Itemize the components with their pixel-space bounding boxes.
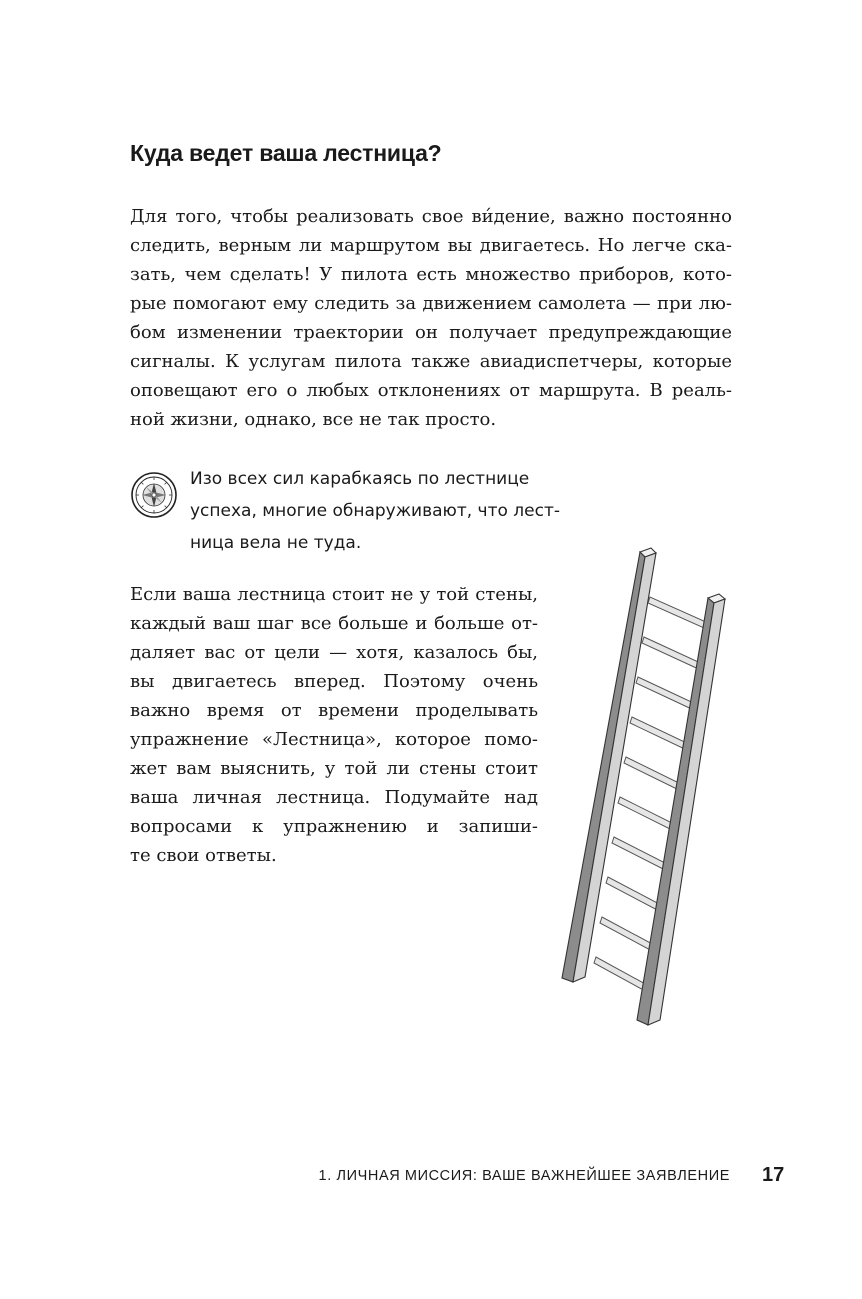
paragraph-line: даляет вас от цели — хотя, казалось бы, [130, 642, 538, 663]
paragraph-line: вы двигаетесь вперед. Поэтому очень [130, 671, 538, 692]
paragraph-line: упражнение «Лестница», которое помо- [130, 729, 538, 750]
paragraph-line: рые помогают ему следить за движением самолета — при лю- [130, 293, 732, 314]
paragraph-line: вопросами к упражнению и запиши- [130, 816, 538, 837]
paragraph-1 [130, 202, 732, 434]
paragraph-line: те свои ответы. [130, 845, 277, 866]
callout-line: успеха, многие обнаруживают, что лест- [190, 501, 560, 521]
section-heading: Куда ведет ваша лестница? [130, 140, 442, 166]
page-footer [0, 1164, 862, 1190]
compass-icon [130, 471, 178, 519]
running-head: 1. ЛИЧНАЯ МИССИЯ: ВАШЕ ВАЖНЕЙШЕЕ ЗАЯВЛЕНИЕ [318, 1168, 730, 1184]
paragraph-line: оповещают его о любых отклонениях от маршрута. В реаль- [130, 380, 732, 401]
paragraph-line: Если ваша лестница стоит не у той стены, [130, 584, 538, 605]
page-number: 17 [762, 1164, 785, 1186]
paragraph-line: следить, верным ли маршрутом вы двигаетесь. Но легче ска- [130, 235, 732, 256]
paragraph-line: зать, чем сделать! У пилота есть множество приборов, кото- [130, 264, 732, 285]
paragraph-line: жет вам выяснить, у той ли стены стоит [130, 758, 538, 779]
paragraph-line: каждый ваш шаг все больше и больше от- [130, 613, 538, 634]
callout-text [190, 463, 558, 559]
paragraph-line: сигналы. К услугам пилота также авиадиспетчеры, которые [130, 351, 732, 372]
paragraph-line: Для того, чтобы реализовать свое ви́дение, важно постоянно [130, 206, 732, 227]
paragraph-line: ваша личная лестница. Подумайте над [130, 787, 538, 808]
callout-line: ница вела не туда. [190, 533, 362, 553]
paragraph-line: важно время от времени проделывать [130, 700, 538, 721]
paragraph-line: бом изменении траектории он получает предупреждающие [130, 322, 732, 343]
paragraph-line: ной жизни, однако, все не так просто. [130, 409, 497, 430]
paragraph-2 [130, 580, 538, 870]
ladder-illustration [550, 540, 750, 1030]
callout-line: Изо всех сил карабкаясь по лестнице [190, 469, 530, 489]
